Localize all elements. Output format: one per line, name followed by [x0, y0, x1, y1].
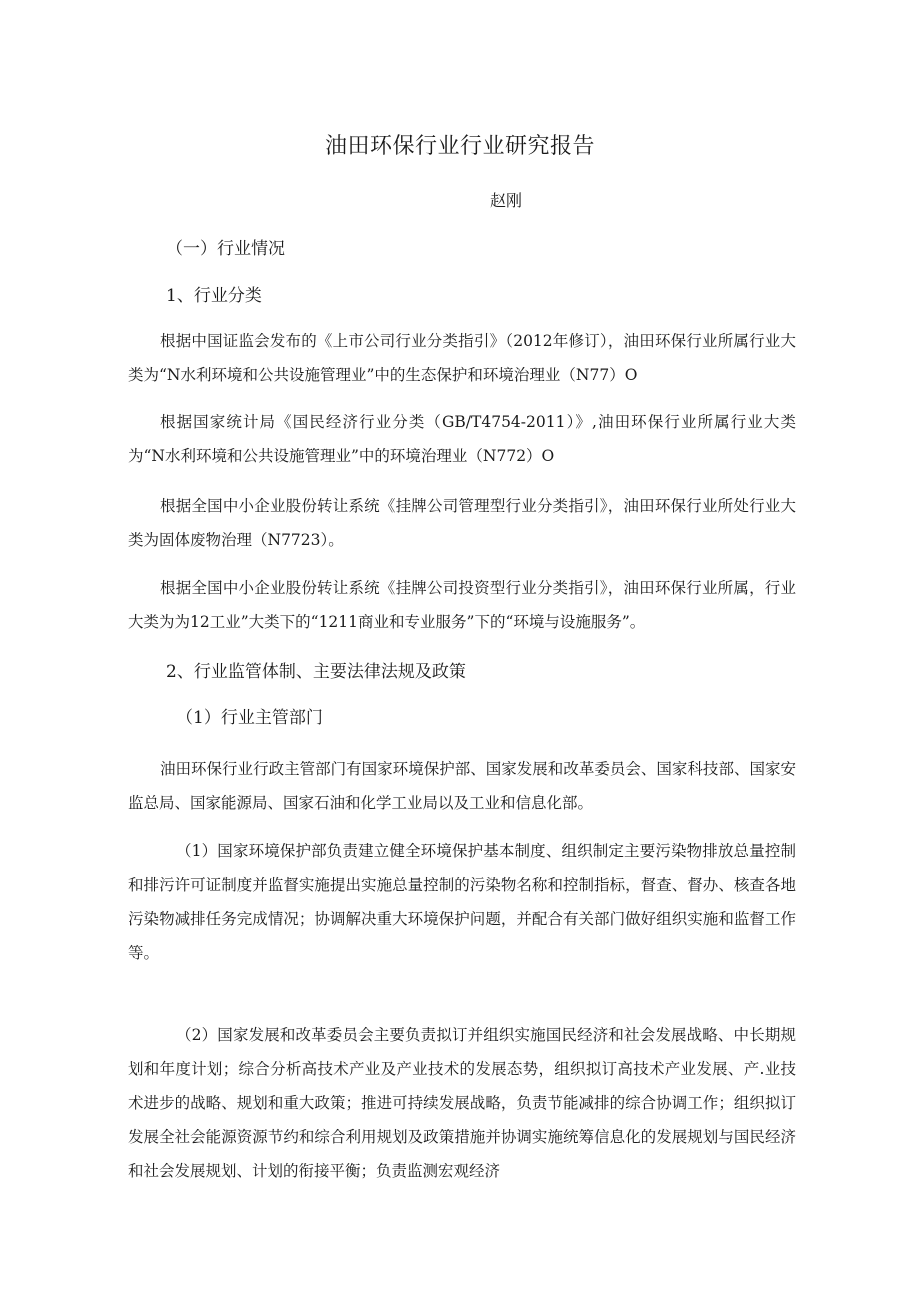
paragraph-csrc-classification: 根据中国证监会发布的《上市公司行业分类指引》（2012年修订），油田环保行业所属行业大类为“N水利环境和公共设施管理业”中的生态保护和环境治理业（N77）O	[128, 332, 796, 384]
paragraph-mep-duties: （1）国家环境保护部负责建立健全环境保护基本制度、组织制定主要污染物排放总量控制和排污许可证制度并监督实施提出实施总量控制的污染物名称和控制指标，督查、督办、核查各地污染物减排任务完成情况；协调解决重大环境保护问题，并配合有关部门做好组织实施和监督工作等。	[128, 842, 796, 962]
subsection-heading-regulation: 2、行业监管体制、主要法律法规及政策	[166, 662, 466, 682]
section-heading-industry-overview: （一）行业情况	[166, 239, 285, 259]
document-title: 油田环保行业行业研究报告	[324, 134, 595, 159]
subsection-heading-authorities: （1）行业主管部门	[176, 708, 323, 728]
paragraph-neeq-management-classification: 根据全国中小企业股份转让系统《挂牌公司管理型行业分类指引》，油田环保行业所处行业大类为固体废物治理（N7723）。	[128, 497, 796, 549]
document-author: 赵刚	[490, 191, 523, 210]
paragraph-neeq-investment-classification: 根据全国中小企业股份转让系统《挂牌公司投资型行业分类指引》，油田环保行业所属，行业大类为为12工业”大类下的“1211商业和专业服务”下的“环境与设施服务”。	[128, 579, 796, 631]
paragraph-authorities-list: 油田环保行业行政主管部门有国家环境保护部、国家发展和改革委员会、国家科技部、国家安监总局、国家能源局、国家石油和化学工业局以及工业和信息化部。	[128, 760, 796, 812]
subsection-heading-classification: 1、行业分类	[166, 286, 262, 306]
paragraph-nbs-classification: 根据国家统计局《国民经济行业分类（GB/T4754-2011）》,油田环保行业所属行业大类为“N水利环境和公共设施管理业”中的环境治理业（N772）O	[128, 413, 796, 465]
paragraph-ndrc-duties: （2）国家发展和改革委员会主要负责拟订并组织实施国民经济和社会发展战略、中长期规划和年度计划；综合分析高技术产业及产业技术的发展态势，组织拟订高技术产业发展、产.业技术进步的战略、规划和重大政策；推进可持续发展战略，负责节能减排的综合协调工作；组织拟订发展全社会能源资源节约和综合利用规划及政策措施并协调实施统筹信息化的发展规划与国民经济和社会发展规划、计划的衔接平衡；负责监测宏观经济	[128, 1026, 796, 1180]
